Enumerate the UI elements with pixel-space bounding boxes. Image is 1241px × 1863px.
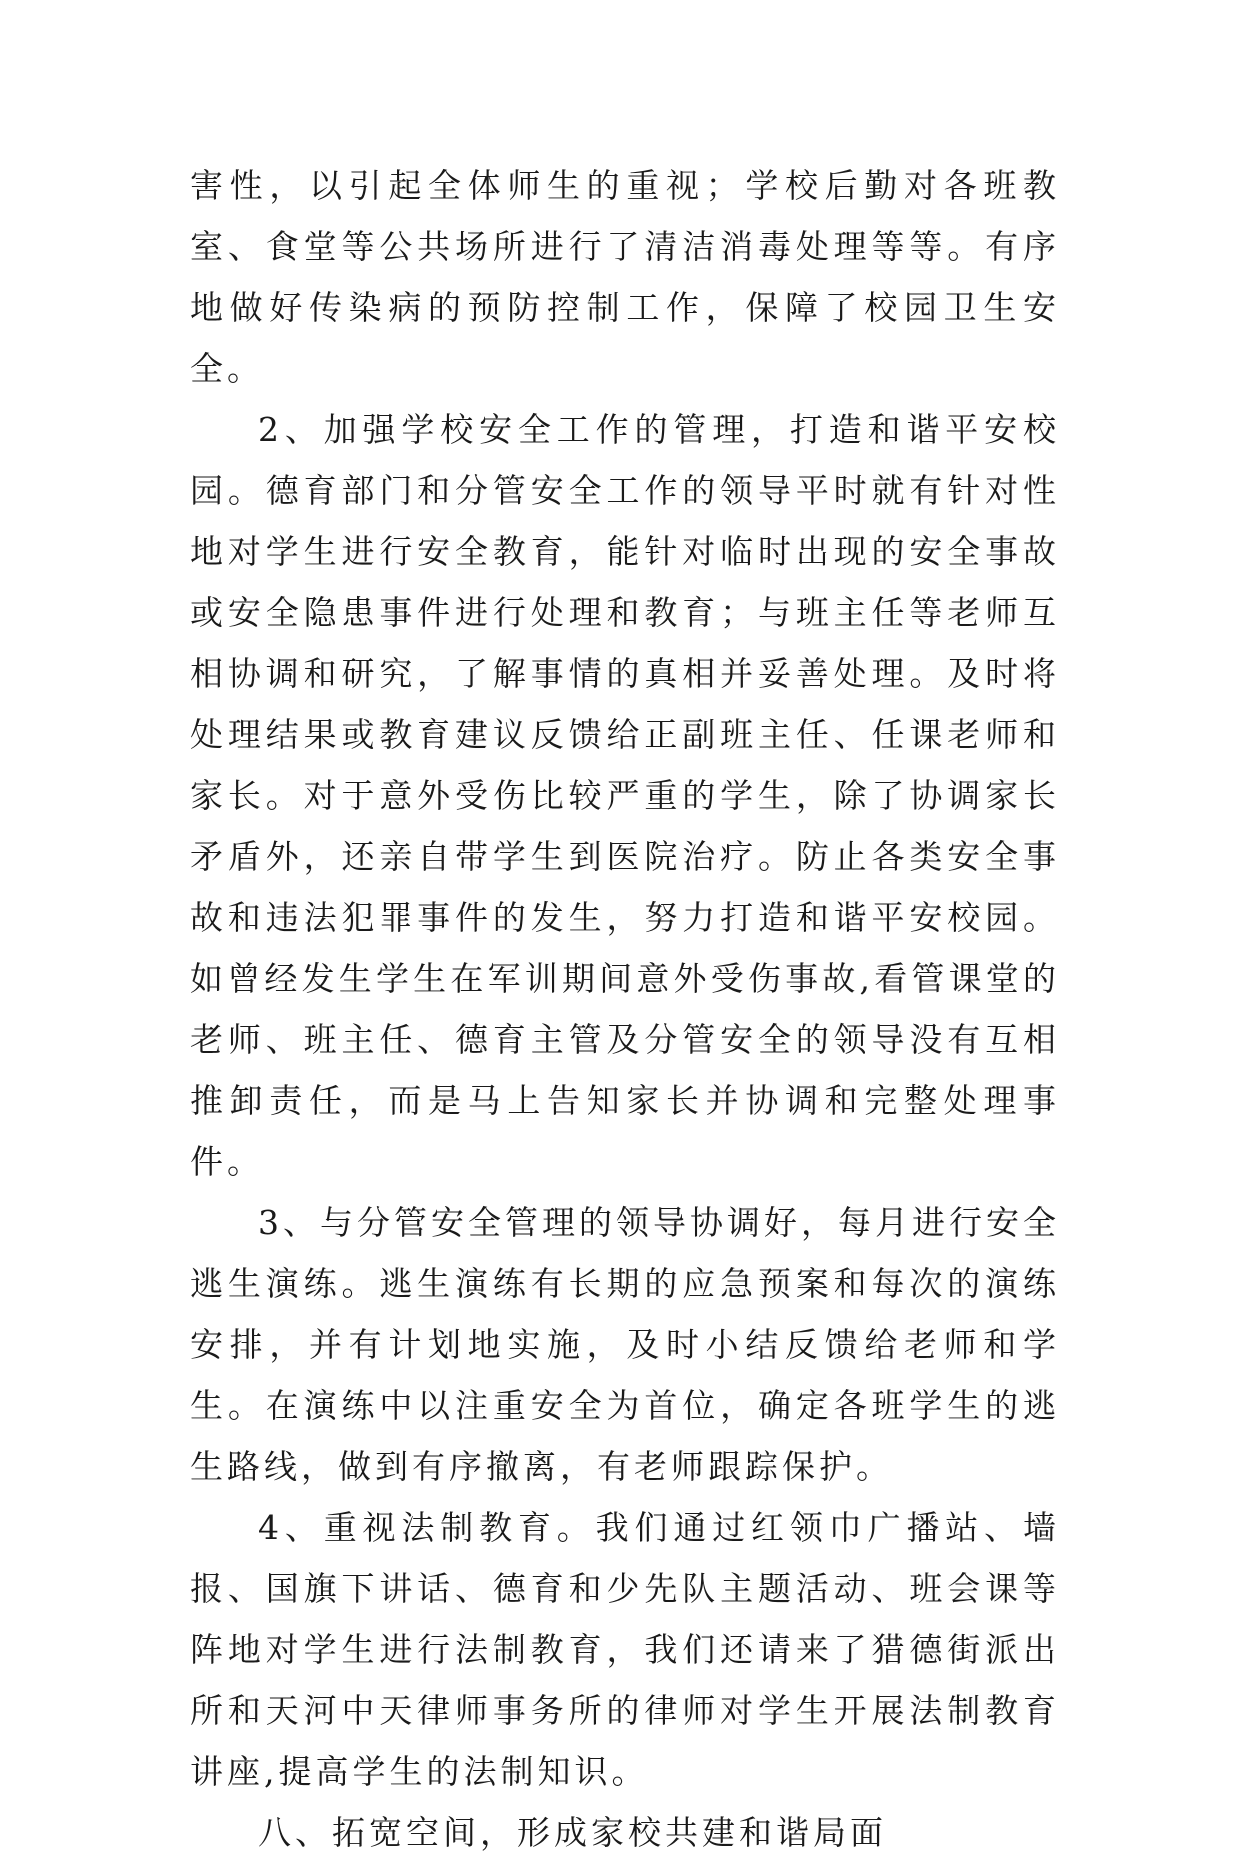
paragraph-safety-management: 2、加强学校安全工作的管理，打造和谐平安校园。德育部门和分管安全工作的领导平时就有针对性地对学生进行安全教育，能针对临时出现的安全事故或安全隐患事件进行处理和教育；与班主任等老师互相协调和研究，了解事情的真相并妥善处理。及时将处理结果或教育建议反馈给正副班主任、任课老师和家长。对于意外受伤比较严重的学生，除了协调家长矛盾外，还亲自带学生到医院治疗。防止各类安全事故和违法犯罪事件的发生，努力打造和谐平安校园。如曾经发生学生在军训期间意外受伤事故,看管课堂的老师、班主任、德育主管及分管安全的领导没有互相推卸责任，而是马上告知家长并协调和完整处理事件。	[190, 410, 1060, 1181]
paragraph-evacuation-drill: 3、与分管安全管理的领导协调好，每月进行安全逃生演练。逃生演练有长期的应急预案和每次的演练安排，并有计划地实施，及时小结反馈给老师和学生。在演练中以注重安全为首位，确定各班学生的逃生路线，做到有序撤离，有老师跟踪保护。	[190, 1203, 1060, 1486]
section-heading-home-school: 八、拓宽空间，形成家校共建和谐局面	[258, 1813, 887, 1852]
paragraph-legal-education: 4、重视法制教育。我们通过红领巾广播站、墙报、国旗下讲话、德育和少先队主题活动、班会课等阵地对学生进行法制教育，我们还请来了猎德街派出所和天河中天律师事务所的律师对学生开展法制教育讲座,提高学生的法制知识。	[190, 1508, 1060, 1791]
document-body	[190, 155, 1060, 1863]
paragraph-continuation: 害性，以引起全体师生的重视；学校后勤对各班教室、食堂等公共场所进行了清洁消毒处理等等。有序地做好传染病的预防控制工作，保障了校园卫生安全。	[190, 166, 1060, 388]
